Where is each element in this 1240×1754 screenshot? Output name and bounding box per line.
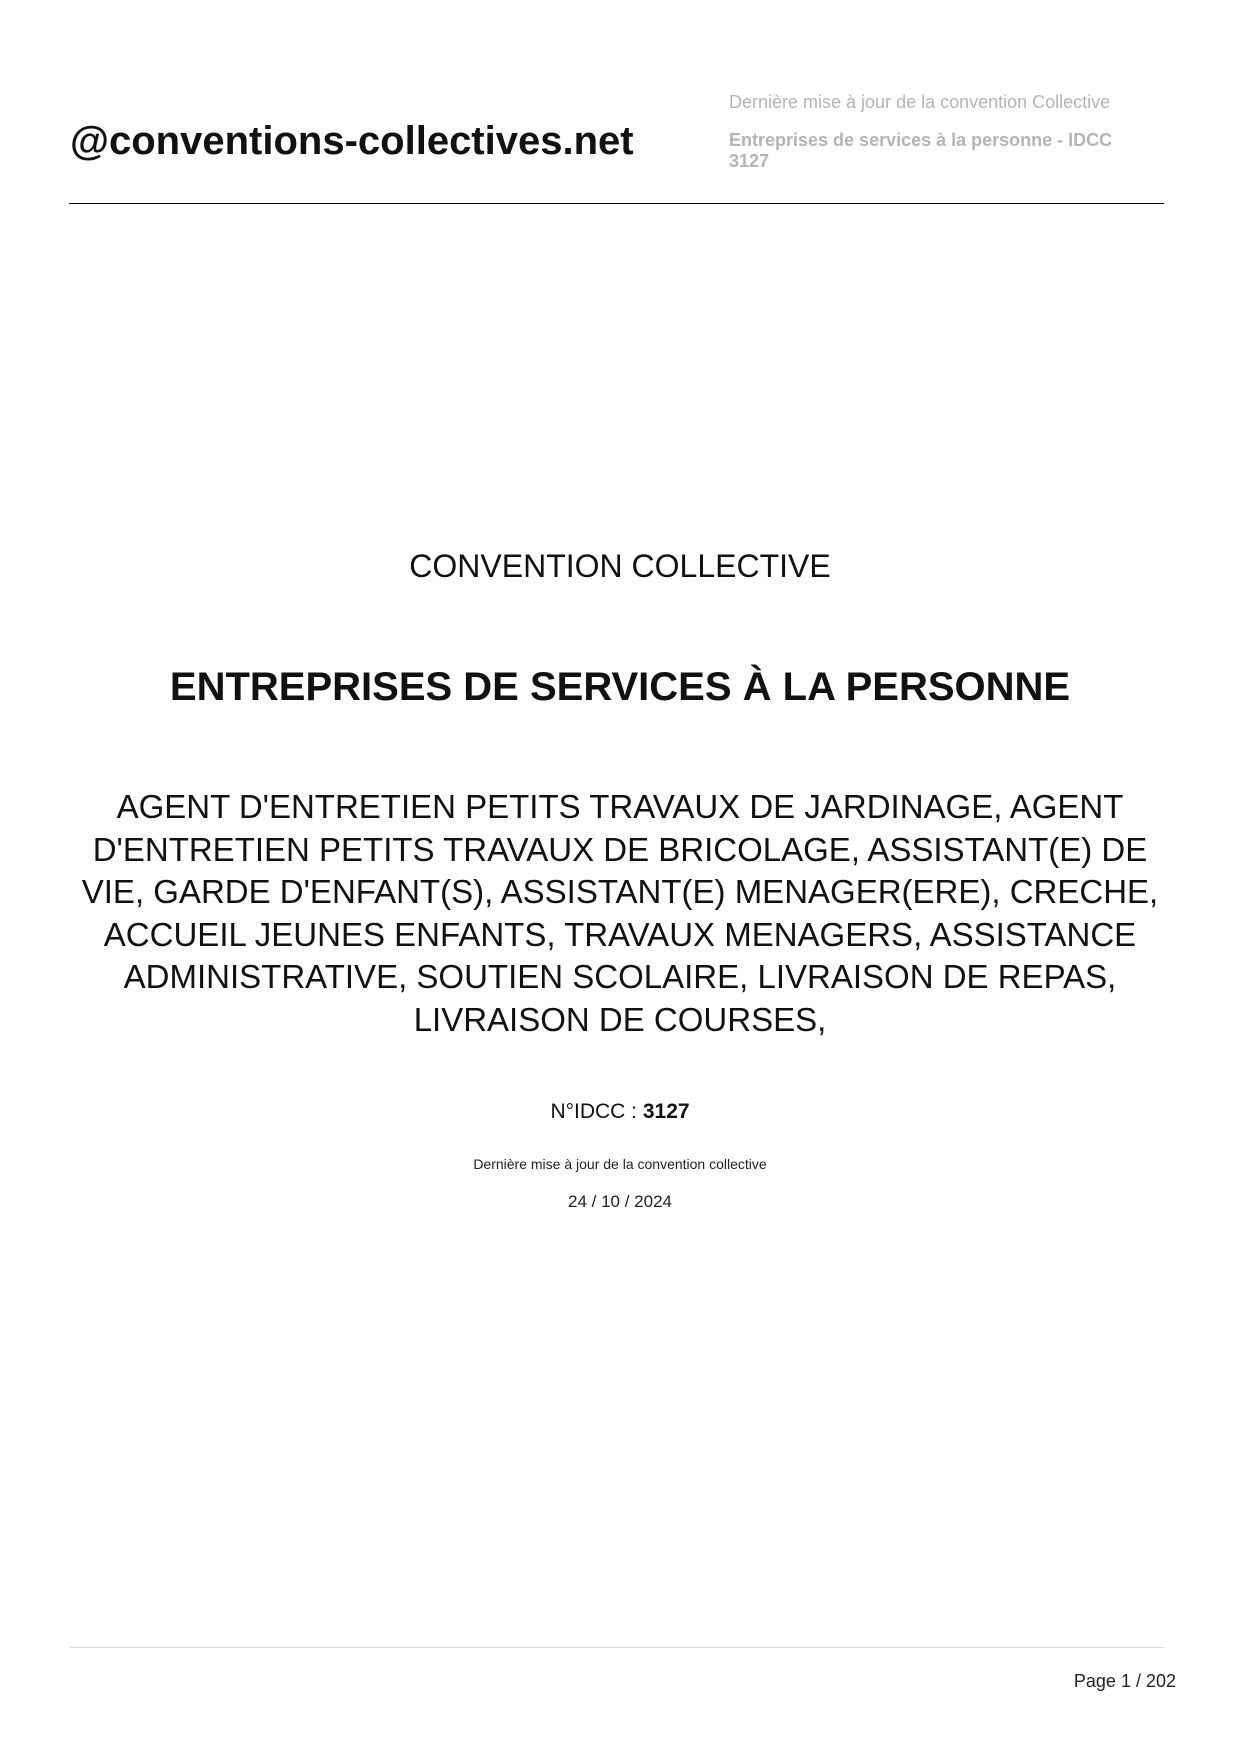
header-update-label: Dernière mise à jour de la convention Collective: [729, 92, 1111, 112]
site-logo: @conventions-collectives.net: [70, 119, 634, 163]
header-meta: [729, 92, 1149, 172]
idcc-number: 3127: [642, 1100, 690, 1123]
footer-divider: [69, 1647, 1164, 1648]
activities-list: AGENT D'ENTRETIEN PETITS TRAVAUX DE JARDINAGE, AGENT D'ENTRETIEN PETITS TRAVAUX DE BRICOLAGE, ASSISTANT(E) DE VIE, GARDE D'ENFANT(S), ASSISTANT(E) MENAGER(ERE), CRECHE, ACCUEIL JEUNES ENFANTS, TRAVAUX MENAGERS, ASSISTANCE ADMINISTRATIVE, SOUTIEN SCOLAIRE, LIVRAISON DE REPAS, LIVRAISON DE COURSES,: [81, 788, 1159, 1038]
idcc-label: N°IDCC :: [550, 1100, 643, 1123]
page-number: Page 1 / 202: [1073, 1671, 1176, 1691]
document-title: ENTREPRISES DE SERVICES À LA PERSONNE: [169, 665, 1071, 709]
document-type: CONVENTION COLLECTIVE: [409, 548, 831, 584]
idcc-line: [0, 1098, 1240, 1126]
update-note: Dernière mise à jour de la convention collective: [473, 1156, 767, 1172]
header-convention-title: Entreprises de services à la personne - IDCC 3127: [729, 130, 1113, 171]
header-divider: [69, 203, 1164, 204]
update-date: 24 / 10 / 2024: [568, 1192, 672, 1211]
